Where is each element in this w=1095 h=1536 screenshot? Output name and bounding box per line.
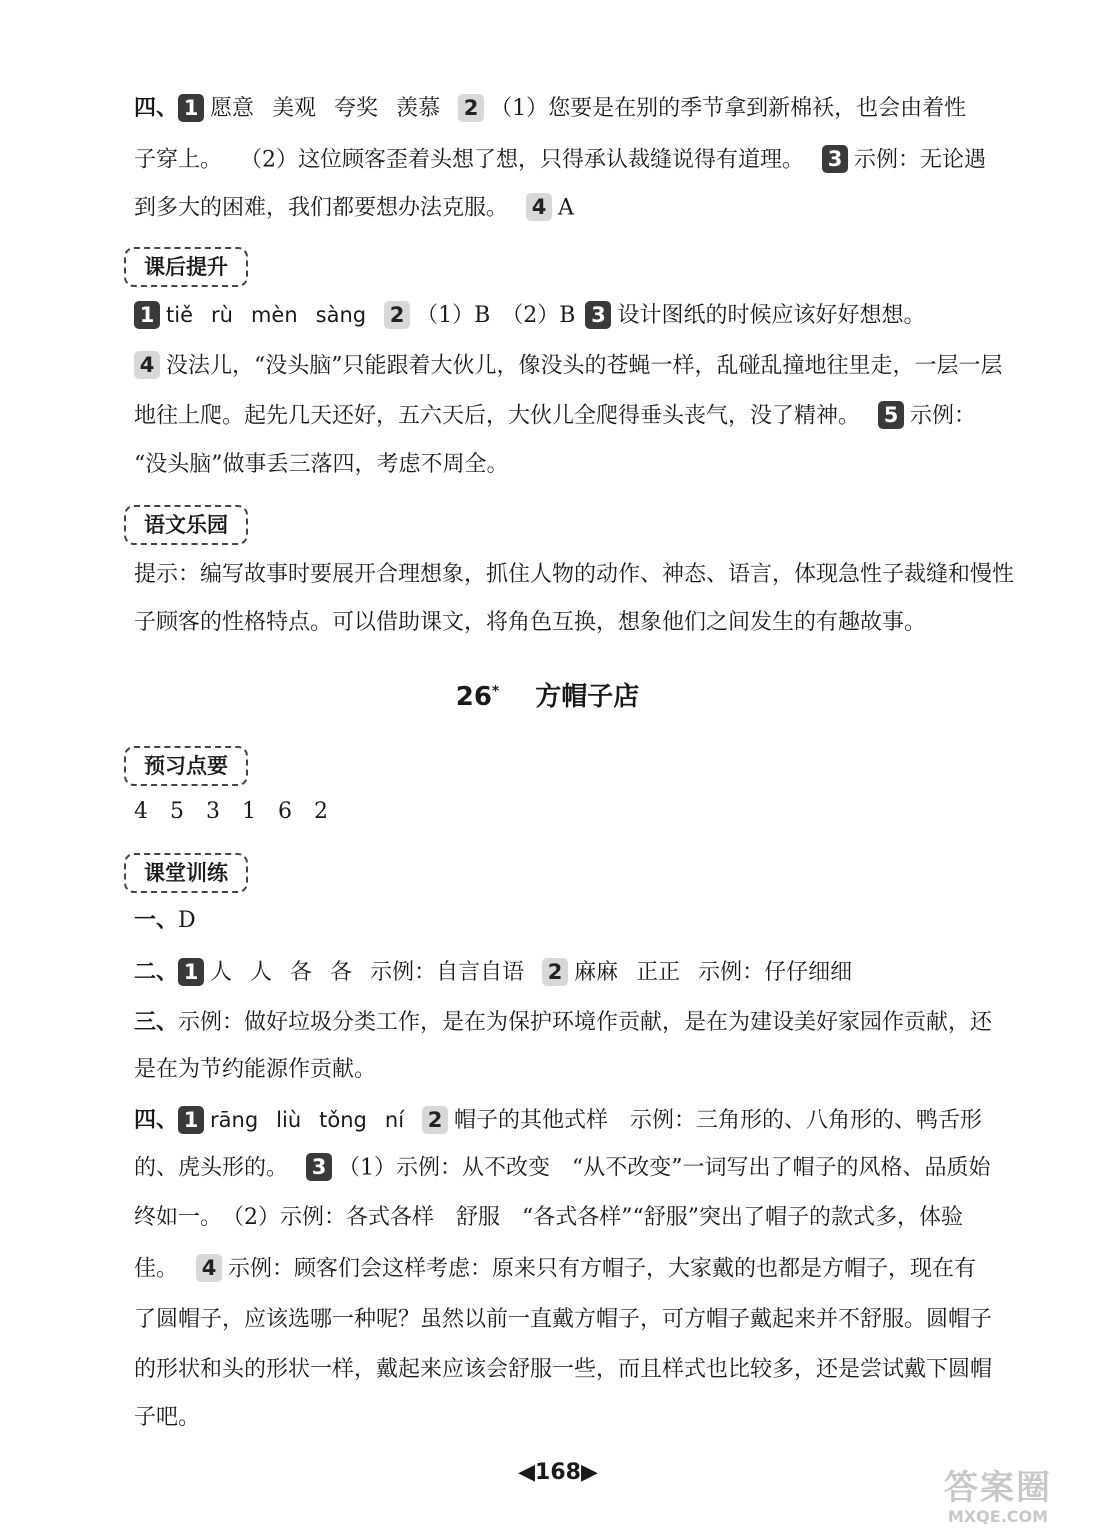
number-badge: 1 <box>178 958 204 986</box>
section-heading-yuxi: 预习点要 <box>124 746 248 786</box>
answer-text: 了圆帽子，应该选哪一种呢？虽然以前一直戴方帽子，可方帽子戴起来并不舒服。圆帽子 <box>134 1307 993 1332</box>
answer-word: 各 <box>290 960 313 985</box>
number-badge: 5 <box>878 401 904 429</box>
answer-text: 子穿上。 <box>134 147 223 173</box>
number-badge: 3 <box>585 301 611 329</box>
pinyin: mèn <box>250 303 298 327</box>
answer-word: 各 <box>330 960 353 985</box>
number-badge: 1 <box>178 94 204 122</box>
answer-text: “没头脑”做事丢三落四，考虑不周全。 <box>134 452 509 477</box>
lesson-title <box>0 676 1095 716</box>
answer-text: 佳。 <box>134 1256 179 1282</box>
answer-text: 设计图纸的时候应该好好想想。 <box>617 303 926 328</box>
answer-text: A <box>558 195 574 221</box>
number-badge: 3 <box>306 1153 332 1181</box>
answer-text: （1）B （2）B <box>416 303 576 328</box>
answer-text: 示例：仔仔细细 <box>698 960 853 985</box>
answer-text: 地往上爬。起先几天还好，五六天后，大伙儿全爬得垂头丧气，没了精神。 <box>134 403 861 429</box>
answer-text: 帽子的其他式样 示例：三角形的、八角形的、鸭舌形 <box>454 1108 983 1133</box>
answer-line <box>134 193 574 223</box>
pinyin: tiě <box>166 303 193 327</box>
answer-text: 到多大的困难，我们都要想办法克服。 <box>134 195 509 221</box>
lesson-name: 方帽子店 <box>535 682 640 712</box>
answer-text: 示例：顾客们会这样考虑：原来只有方帽子，大家戴的也都是方帽子，现在有 <box>228 1256 977 1282</box>
pinyin: rāng <box>210 1108 259 1132</box>
pinyin: tǒng <box>319 1108 367 1132</box>
number-badge: 1 <box>178 1106 204 1134</box>
number-badge: 4 <box>196 1254 222 1282</box>
answer-text: 是在为节约能源作贡献。 <box>134 1057 377 1082</box>
answer-word: 羡慕 <box>396 96 441 121</box>
answer-line <box>134 560 1014 590</box>
answer-text: （1）您要是在别的季节拿到新棉袄，也会由着性 <box>490 96 967 121</box>
page-number: ◀168▶ <box>518 1460 598 1485</box>
number-badge: 2 <box>384 301 410 329</box>
pinyin: liù <box>276 1108 302 1132</box>
answer-text: 示例：无论遇 <box>854 147 987 173</box>
answer-line <box>134 300 925 330</box>
answer-word: 人 <box>250 960 273 985</box>
answer-word: 美观 <box>272 96 317 121</box>
question-prefix: 二、 <box>134 959 179 985</box>
answer-word: 人 <box>210 960 233 985</box>
answer-text: 示例：自言自语 <box>370 960 525 985</box>
order-answer: 4 5 3 1 6 2 <box>134 799 328 824</box>
answer-text: 的、虎头形的。 <box>134 1155 289 1181</box>
answer-text: 示例：做好垃圾分类工作，是在为保护环境作贡献，是在为建设美好家园作贡献，还 <box>178 1010 993 1035</box>
answer-line <box>134 1007 992 1037</box>
answer-text: （1）示例：从不改变 “从不改变”一词写出了帽子的风格、品质始 <box>338 1155 991 1181</box>
answer-line <box>134 450 509 480</box>
watermark-logo <box>918 1468 1078 1528</box>
answer-line <box>134 797 328 827</box>
pinyin: sàng <box>315 303 367 327</box>
answer-line <box>134 1355 992 1385</box>
answer-line <box>134 351 1003 381</box>
section-heading-kehou: 课后提升 <box>124 247 248 287</box>
answer-line <box>134 905 196 935</box>
answer-word: 麻麻 <box>574 960 619 985</box>
number-badge: 2 <box>458 94 484 122</box>
answer-text: 子顾客的性格特点。可以借助课文，将角色互换，想象他们之间发生的有趣故事。 <box>134 610 927 635</box>
lesson-number: 26 <box>455 682 492 712</box>
answer-line <box>134 608 926 638</box>
number-badge: 2 <box>422 1106 448 1134</box>
number-badge: 4 <box>134 351 160 379</box>
lesson-star: * <box>491 683 500 700</box>
number-badge: 3 <box>822 145 848 173</box>
answer-word: 夸奖 <box>334 96 379 121</box>
answer-line <box>134 957 852 987</box>
answer-text: 终如一。 （2）示例：各式各样 舒服 “各式各样”“舒服”突出了帽子的款式多，体验 <box>134 1205 963 1230</box>
answer-line <box>134 145 986 175</box>
answer-text: 没法儿，“没头脑”只能跟着大伙儿，像没头的苍蝇一样，乱碰乱撞地往里走，一层一层 <box>166 353 1003 379</box>
answer-text: 提示：编写故事时要展开合理想象，抓住人物的动作、神态、语言，体现急性子裁缝和慢性 <box>134 562 1015 587</box>
question-prefix: 三、 <box>134 1009 179 1035</box>
question-prefix: 四、 <box>134 1107 179 1133</box>
pinyin: rù <box>211 303 233 327</box>
answer-line <box>134 93 966 123</box>
watermark-text: 答案圈 <box>944 1468 1052 1508</box>
answer-line <box>134 401 976 431</box>
section-heading-ketang: 课堂训练 <box>124 853 248 893</box>
answer-line <box>134 1254 976 1284</box>
answer-line <box>134 1203 963 1233</box>
answer-line <box>134 1403 200 1433</box>
answer-text: 的形状和头的形状一样，戴起来应该会舒服一些，而且样式也比较多，还是尝试戴下圆帽 <box>134 1357 993 1382</box>
answer-text: 示例： <box>910 403 977 429</box>
answer-word: 愿意 <box>210 96 255 121</box>
section-heading-yuwen: 语文乐园 <box>124 505 248 545</box>
answer-word: 正正 <box>636 960 681 985</box>
answer-text: D <box>178 908 196 933</box>
answer-line <box>134 1153 991 1183</box>
question-prefix: 四、 <box>134 95 179 121</box>
number-badge: 2 <box>542 958 568 986</box>
number-badge: 4 <box>526 193 552 221</box>
question-prefix: 一、 <box>134 907 179 933</box>
answer-text: （2）这位顾客歪着头想了想，只得承认裁缝说得有道理。 <box>240 147 805 173</box>
watermark-url: MXQE.COM <box>947 1507 1049 1526</box>
answer-line <box>134 1105 982 1135</box>
answer-text: 子吧。 <box>134 1405 201 1430</box>
pinyin: ní <box>384 1108 405 1132</box>
answer-line <box>134 1055 376 1085</box>
number-badge: 1 <box>134 301 160 329</box>
answer-line <box>134 1305 992 1335</box>
